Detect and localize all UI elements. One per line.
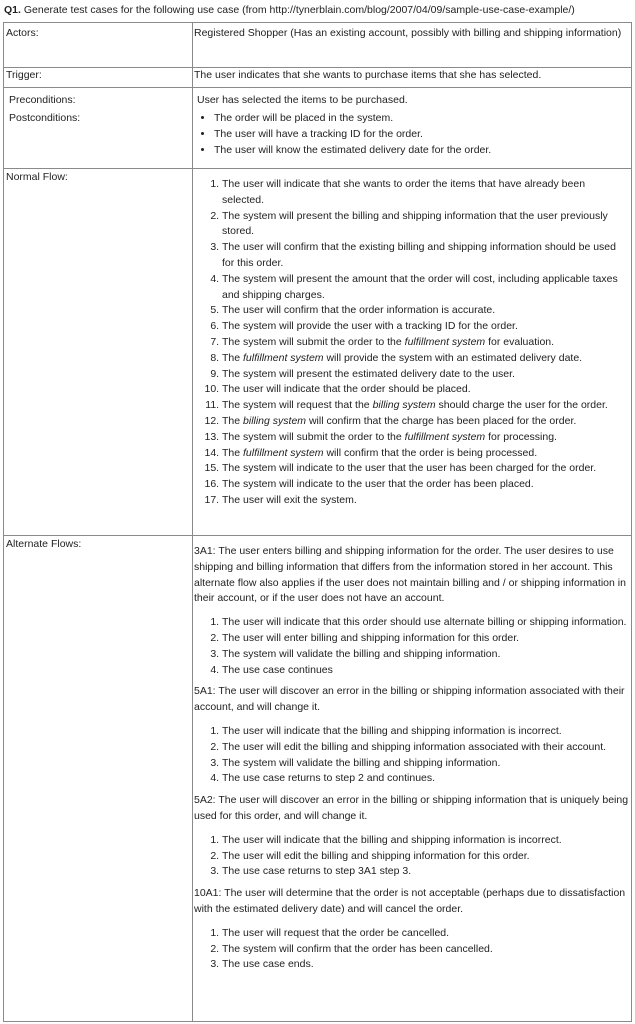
alternate-flow-step: 2. The user will edit the billing and shipping information associated with their account.: [222, 740, 631, 756]
step-text: for evaluation.: [485, 335, 555, 348]
normal-flow-step: [222, 477, 628, 493]
step-text: The system will provide the user with a tracking ID for the order.: [222, 320, 518, 333]
alternate-flow-step: 2. The system will confirm that the order has been cancelled.: [222, 942, 631, 958]
normal-flow-step: [222, 461, 628, 477]
alternate-flow-steps: [194, 724, 631, 787]
trigger-value: The user indicates that she wants to purchase items that she has selected.: [194, 69, 542, 81]
step-text: The system will request that the: [222, 399, 373, 412]
alternate-flow-step: 3. The system will validate the billing and shipping information.: [222, 756, 631, 772]
trigger-label: Trigger:: [6, 69, 42, 81]
postconditions-label: Postconditions:: [9, 112, 81, 124]
emphasized-term: fulfillment system: [404, 430, 486, 443]
emphasized-term: fulfillment system: [243, 446, 324, 459]
step-text: The user will confirm that the order information is accurate.: [222, 304, 496, 317]
alternate-flow-steps: [194, 926, 631, 973]
alternate-flow-step: 1. The user will indicate that this order should use alternate billing or shipping information.: [222, 615, 631, 631]
normal-flow-step: [222, 177, 628, 209]
normal-flow-step: [222, 367, 628, 383]
normal-flow-label: Normal Flow:: [6, 171, 68, 183]
step-text: The user will confirm that the existing billing and shipping information should be used for this order.: [222, 241, 616, 269]
normal-flow-steps: [194, 177, 628, 509]
step-text: should charge the user for the order.: [435, 399, 608, 412]
normal-flow-step: [222, 446, 628, 462]
alternate-flow-step: 2. The user will enter billing and shipping information for this order.: [222, 631, 631, 647]
step-text: The system will indicate to the user that the order has been placed.: [222, 478, 534, 491]
emphasized-term: fulfillment system: [404, 335, 486, 348]
postconditions-list: [194, 111, 628, 158]
question-text: Generate test cases for the following use case (from http://tynerblain.com/blog/2007/04/09/sample-use-case-example/): [20, 4, 575, 16]
emphasized-term: billing system: [372, 399, 436, 412]
actors-label: Actors:: [6, 27, 39, 39]
normal-flow-step: [222, 351, 628, 367]
alternate-flow-intro: 5A2: The user will discover an error in the billing or shipping information that is uniquely being used for this order, and will change it.: [194, 794, 629, 822]
step-text: for processing.: [485, 430, 557, 443]
actors-value: Registered Shopper (Has an existing account, possibly with billing and shipping information): [194, 27, 622, 39]
normal-flow-step: [222, 414, 628, 430]
normal-flow-container: [194, 177, 628, 509]
row-divider: [3, 535, 632, 536]
list-item: • The order will be placed in the system.: [214, 111, 628, 127]
step-text: The system will present the billing and shipping information that the user previously stored.: [222, 209, 608, 238]
alternate-flow-intro: 3A1: The user enters billing and shipping information for the order. The user desires to use shipping and billing information that differs from the information stored in her account. This alternate flow also applies if the user does not maintain billing and / or shipping information in their account, or if the user does not have an account.: [194, 545, 626, 605]
step-text: The user will exit the system.: [222, 493, 357, 506]
alternate-flow-step: 2. The user will edit the billing and shipping information for this order.: [222, 849, 631, 865]
normal-flow-step: [222, 493, 628, 509]
alternate-flow-step: 3. The use case returns to step 3A1 step 3.: [222, 864, 631, 880]
alternate-flow-step: 4. The use case returns to step 2 and continues.: [222, 771, 631, 787]
step-text: The system will present the amount that the order will cost, including applicable taxes and shipping charges.: [222, 272, 618, 301]
row-divider: [3, 87, 632, 88]
alternate-flow-intro: 10A1: The user will determine that the order is not acceptable (perhaps due to dissatisfaction with the estimated delivery date) and will cancel the order.: [194, 887, 626, 915]
step-text: will confirm that the charge has been placed for the order.: [306, 414, 577, 427]
alternate-flow-intro: 5A1: The user will discover an error in the billing or shipping information associated with their account, and will change it.: [194, 685, 625, 714]
normal-flow-step: [222, 335, 628, 351]
alternate-flow-step: 1. The user will request that the order be cancelled.: [222, 926, 631, 942]
step-text: The system will present the estimated delivery date to the user.: [222, 367, 515, 380]
emphasized-term: fulfillment system: [243, 351, 324, 364]
normal-flow-step: [222, 272, 628, 304]
step-text: The user will indicate that she wants to order the items that have already been selected.: [222, 178, 586, 206]
postconditions-list-container: [194, 111, 628, 158]
step-text: The: [222, 351, 244, 364]
question-number: Q1.: [4, 4, 21, 16]
question-heading: [4, 4, 575, 16]
preconditions-value: User has selected the items to be purchased.: [197, 94, 408, 106]
alternate-flow-step: 3. The use case ends.: [222, 957, 631, 973]
alternate-flow-step: 1. The user will indicate that the billing and shipping information is incorrect.: [222, 833, 631, 849]
step-text: The system will indicate to the user that the user has been charged for the order.: [222, 462, 597, 475]
list-item: • The user will have a tracking ID for the order.: [214, 127, 628, 143]
normal-flow-step: [222, 209, 628, 241]
normal-flow-step: [222, 319, 628, 335]
preconditions-label: Preconditions:: [9, 94, 76, 106]
list-item: • The user will know the estimated delivery date for the order.: [214, 143, 628, 159]
column-divider: [192, 22, 193, 1022]
step-text: The user will indicate that the order should be placed.: [222, 383, 471, 396]
normal-flow-step: [222, 398, 628, 414]
step-text: The: [222, 414, 244, 427]
alternate-flow-steps: [194, 615, 631, 678]
alternate-flows-container: [194, 544, 631, 973]
alternate-flow-steps: [194, 833, 631, 880]
step-text: will confirm that the order is being processed.: [323, 446, 538, 459]
row-divider: [3, 168, 632, 169]
alternate-flows-label: Alternate Flows:: [6, 538, 82, 550]
normal-flow-step: [222, 303, 628, 319]
normal-flow-step: [222, 382, 628, 398]
step-text: The system will submit the order to the: [222, 430, 405, 443]
step-text: will provide the system with an estimated delivery date.: [323, 351, 583, 364]
alternate-flow-step: 3. The system will validate the billing and shipping information.: [222, 647, 631, 663]
alternate-flow-step: 4. The use case continues: [222, 663, 631, 679]
emphasized-term: billing system: [243, 414, 307, 427]
normal-flow-step: [222, 240, 628, 272]
alternate-flow-step: 1. The user will indicate that the billing and shipping information is incorrect.: [222, 724, 631, 740]
normal-flow-step: [222, 430, 628, 446]
step-text: The system will submit the order to the: [222, 335, 405, 348]
step-text: The: [222, 446, 244, 459]
